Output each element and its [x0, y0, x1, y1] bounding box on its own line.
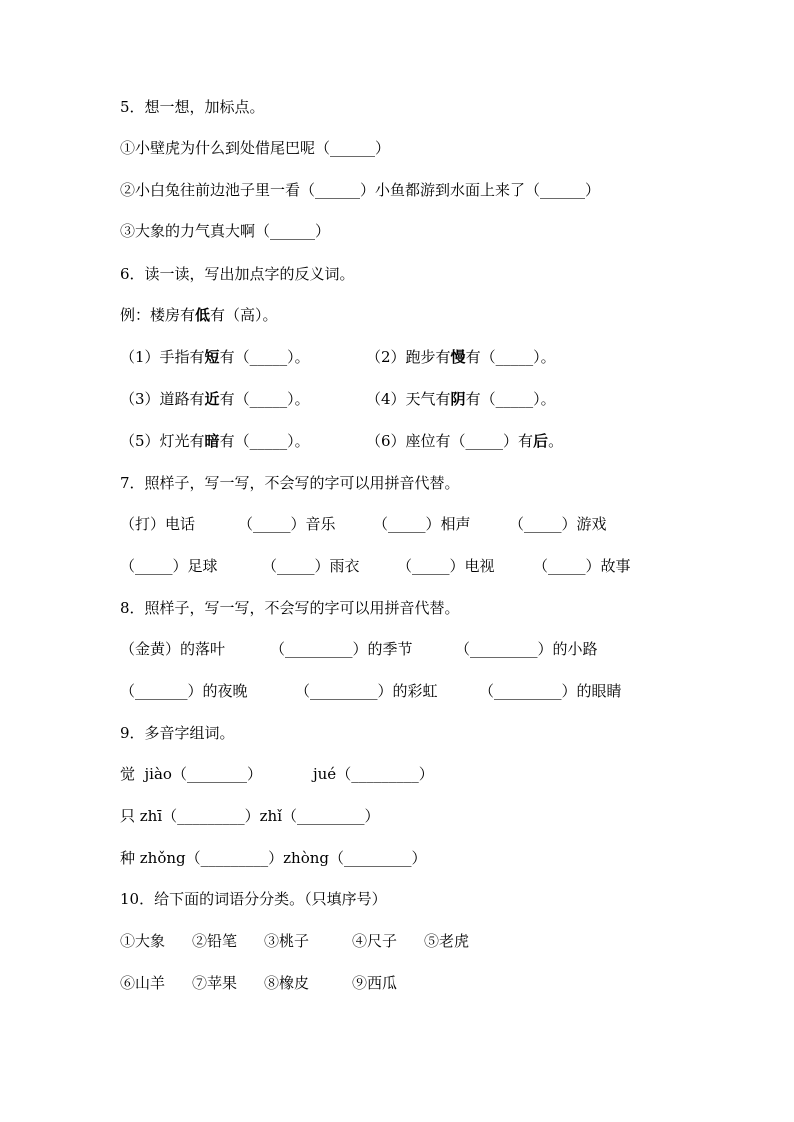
q10-r1-c1: ①大象	[120, 932, 166, 950]
q10-r1-c5: ⑤老虎	[424, 932, 470, 950]
q8-r2-c1: （_______）的夜晚	[120, 682, 248, 700]
q7-r1-c4: （_____）游戏	[509, 515, 607, 533]
q10-r2-c3: ⑧橡皮	[264, 974, 310, 992]
q7-r2-c3: （_____）电视	[397, 557, 495, 575]
q7-r2-c1: （_____）足球	[120, 557, 218, 575]
q8-title: 8．照样子，写一写，不会写的字可以用拼音代替。	[120, 599, 460, 617]
q6-example: 例：楼房有低有（高）。	[120, 306, 278, 324]
q9-title: 9．多音字组词。	[120, 724, 235, 742]
q10-r2-c1: ⑥山羊	[120, 974, 166, 992]
q7-r2-c2: （_____）雨衣	[262, 557, 360, 575]
q7-title: 7．照样子，写一写，不会写的字可以用拼音代替。	[120, 474, 460, 492]
q8-r2-c3: （_________）的眼睛	[479, 682, 622, 700]
q9-jue-jue: jué（_________）	[313, 765, 434, 783]
q10-r2-c2: ⑦苹果	[192, 974, 238, 992]
q8-r1-c3: （_________）的小路	[455, 640, 598, 658]
q5-title: 5．想一想，加标点。	[120, 98, 265, 116]
q9-jue-jiao: 觉 jiào（________）	[120, 765, 262, 783]
q6-item-1: （1）手指有短有（_____）。	[120, 348, 310, 366]
q10-title: 10．给下面的词语分分类。（只填序号）	[120, 890, 387, 908]
q8-r1-c1: （金黄）的落叶	[120, 640, 226, 658]
q6-item-3: （3）道路有近有（_____）。	[120, 390, 310, 408]
q6-item-2: （2）跑步有慢有（_____）。	[366, 348, 556, 366]
q6-item-4: （4）天气有阴有（_____）。	[366, 390, 556, 408]
q5-sentence-3: ③大象的力气真大啊（______）	[120, 222, 331, 240]
q9-zhong: 种 zhǒng（_________）zhòng（_________）	[120, 849, 427, 867]
q8-r2-c2: （_________）的彩虹	[295, 682, 438, 700]
q5-sentence-1: ①小壁虎为什么到处借尾巴呢（______）	[120, 139, 391, 157]
q9-zhi: 只 zhī（_________）zhǐ（_________）	[120, 807, 380, 825]
q6-title: 6．读一读，写出加点字的反义词。	[120, 265, 355, 283]
q6-item-6: （6）座位有（_____）有后。	[366, 432, 564, 450]
q8-r1-c2: （_________）的季节	[270, 640, 413, 658]
q7-r1-c1: （打）电话	[120, 515, 196, 533]
q10-r2-c4: ⑨西瓜	[352, 974, 398, 992]
q7-r2-c4: （_____）故事	[533, 557, 631, 575]
q7-r1-c3: （_____）相声	[373, 515, 471, 533]
q10-r1-c2: ②铅笔	[192, 932, 238, 950]
q7-r1-c2: （_____）音乐	[238, 515, 336, 533]
q5-sentence-2: ②小白兔往前边池子里一看（______）小鱼都游到水面上来了（______）	[120, 181, 601, 199]
q10-r1-c3: ③桃子	[264, 932, 310, 950]
q10-r1-c4: ④尺子	[352, 932, 398, 950]
q6-item-5: （5）灯光有暗有（_____）。	[120, 432, 310, 450]
